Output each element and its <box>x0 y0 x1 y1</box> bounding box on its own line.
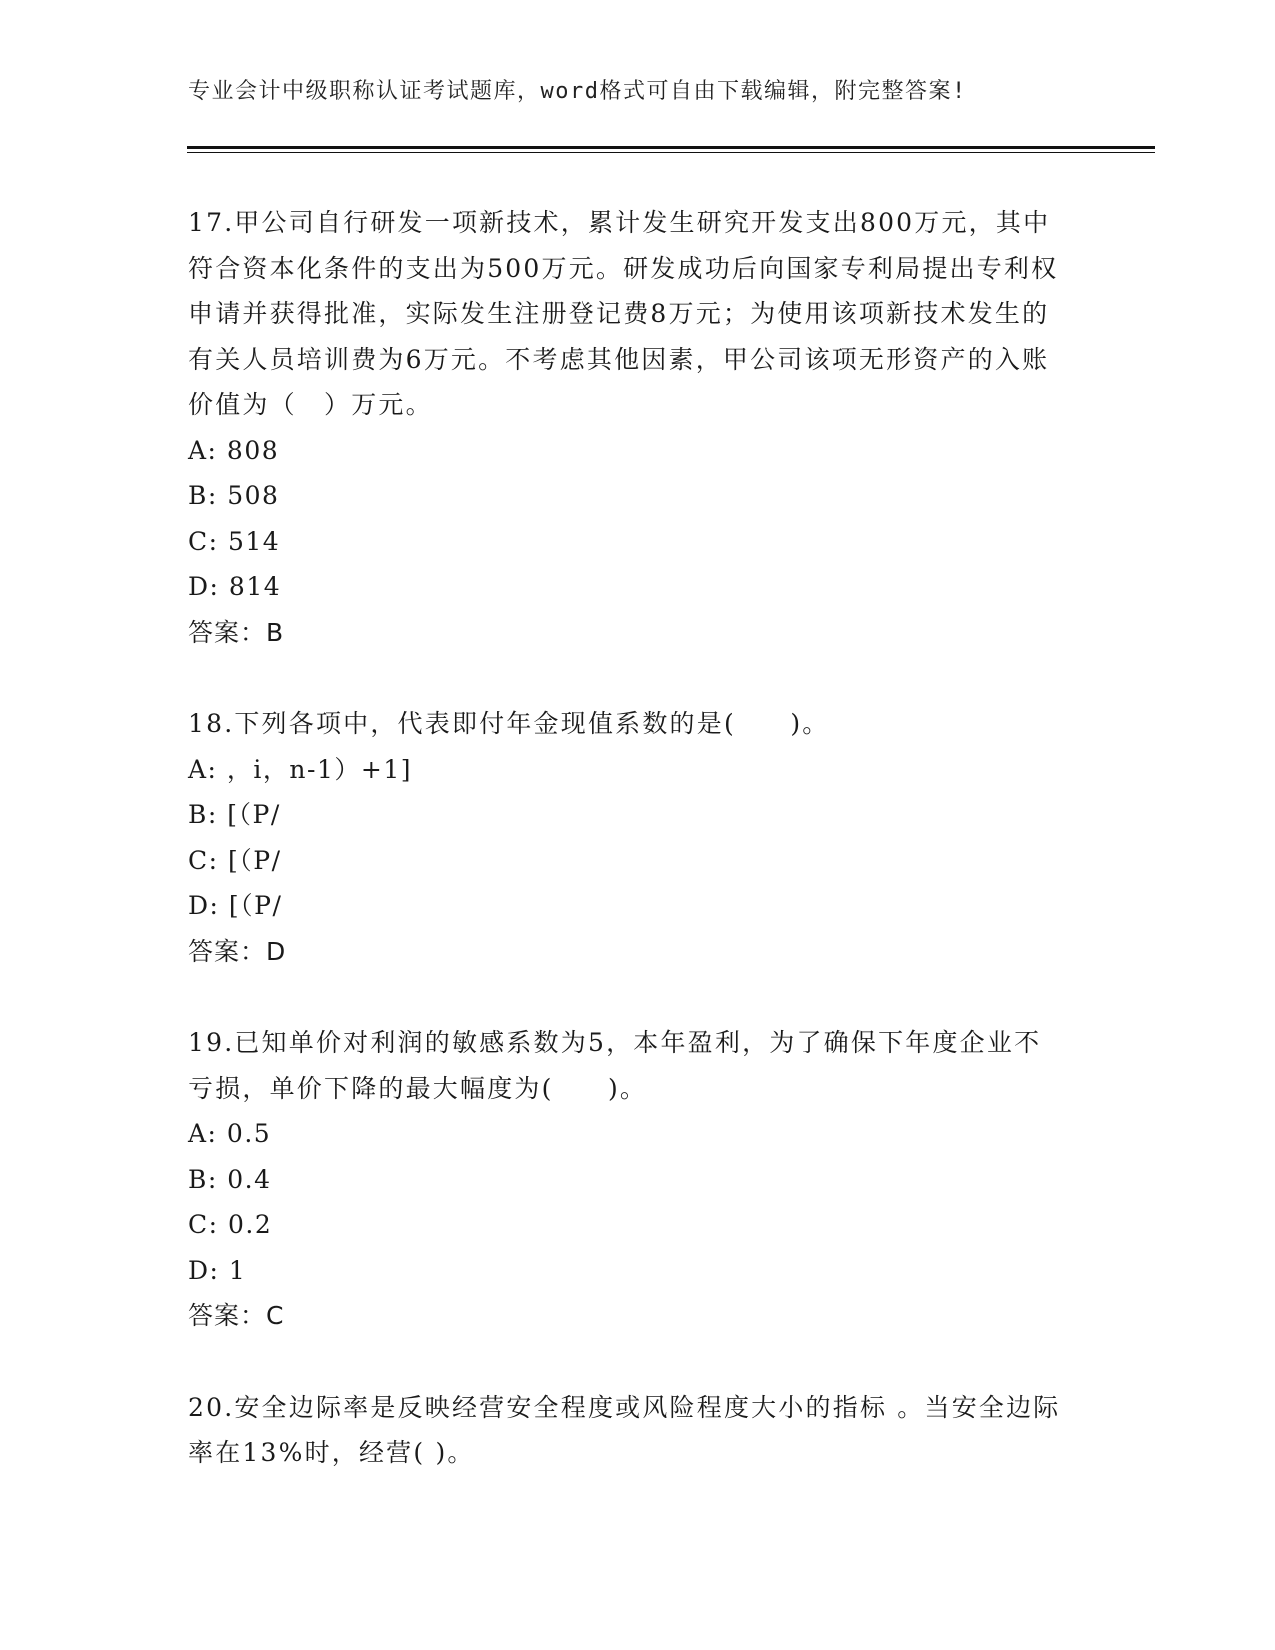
question-18 <box>188 701 1088 974</box>
question-stem: 17.甲公司自行研发一项新技术，累计发生研究开发支出800万元，其中符合资本化条件的支出为500万元。研发成功后向国家专利局提出专利权申请并获得批准，实际发生注册登记费8万元；为使用该项新技术发生的有关人员培训费为6万元。不考虑其他因素，甲公司该项无形资产的入账价值为（ ）万元。 <box>188 208 1059 419</box>
question-19 <box>188 1020 1088 1339</box>
option-c: C: 514 <box>188 526 281 556</box>
answer: 答案：D <box>188 936 287 966</box>
question-list <box>188 200 1088 1522</box>
option-d: D: 814 <box>188 572 282 601</box>
question-stem: 20.安全边际率是反映经营安全程度或风险程度大小的指标 。当安全边际率在13%时，经营( )。 <box>188 1392 1061 1467</box>
question-20 <box>188 1385 1088 1476</box>
question-stem: 18.下列各项中，代表即付年金现值系数的是( )。 <box>188 709 830 738</box>
option-a: A: ，i，n-1）+1] <box>188 754 412 784</box>
option-b: B: 0.4 <box>188 1164 272 1194</box>
question-stem: 19.已知单价对利润的敏感系数为5，本年盈利，为了确保下年度企业不亏损，单价下降的最大幅度为( )。 <box>188 1028 1042 1103</box>
option-a: A: 808 <box>188 435 280 465</box>
option-a: A: 0.5 <box>188 1119 272 1148</box>
option-c: C: [（P/ <box>188 845 282 875</box>
option-d: D: 1 <box>188 1255 247 1285</box>
option-b: B: 508 <box>188 481 280 510</box>
header-divider <box>187 146 1155 153</box>
answer: 答案：C <box>188 1301 285 1330</box>
answer: 答案：B <box>188 617 285 647</box>
option-d: D: [（P/ <box>188 891 283 920</box>
option-b: B: [（P/ <box>188 800 281 829</box>
question-17 <box>188 200 1088 655</box>
page-header: 专业会计中级职称认证考试题库，word格式可自由下载编辑，附完整答案! <box>188 79 967 104</box>
option-c: C: 0.2 <box>188 1210 273 1239</box>
